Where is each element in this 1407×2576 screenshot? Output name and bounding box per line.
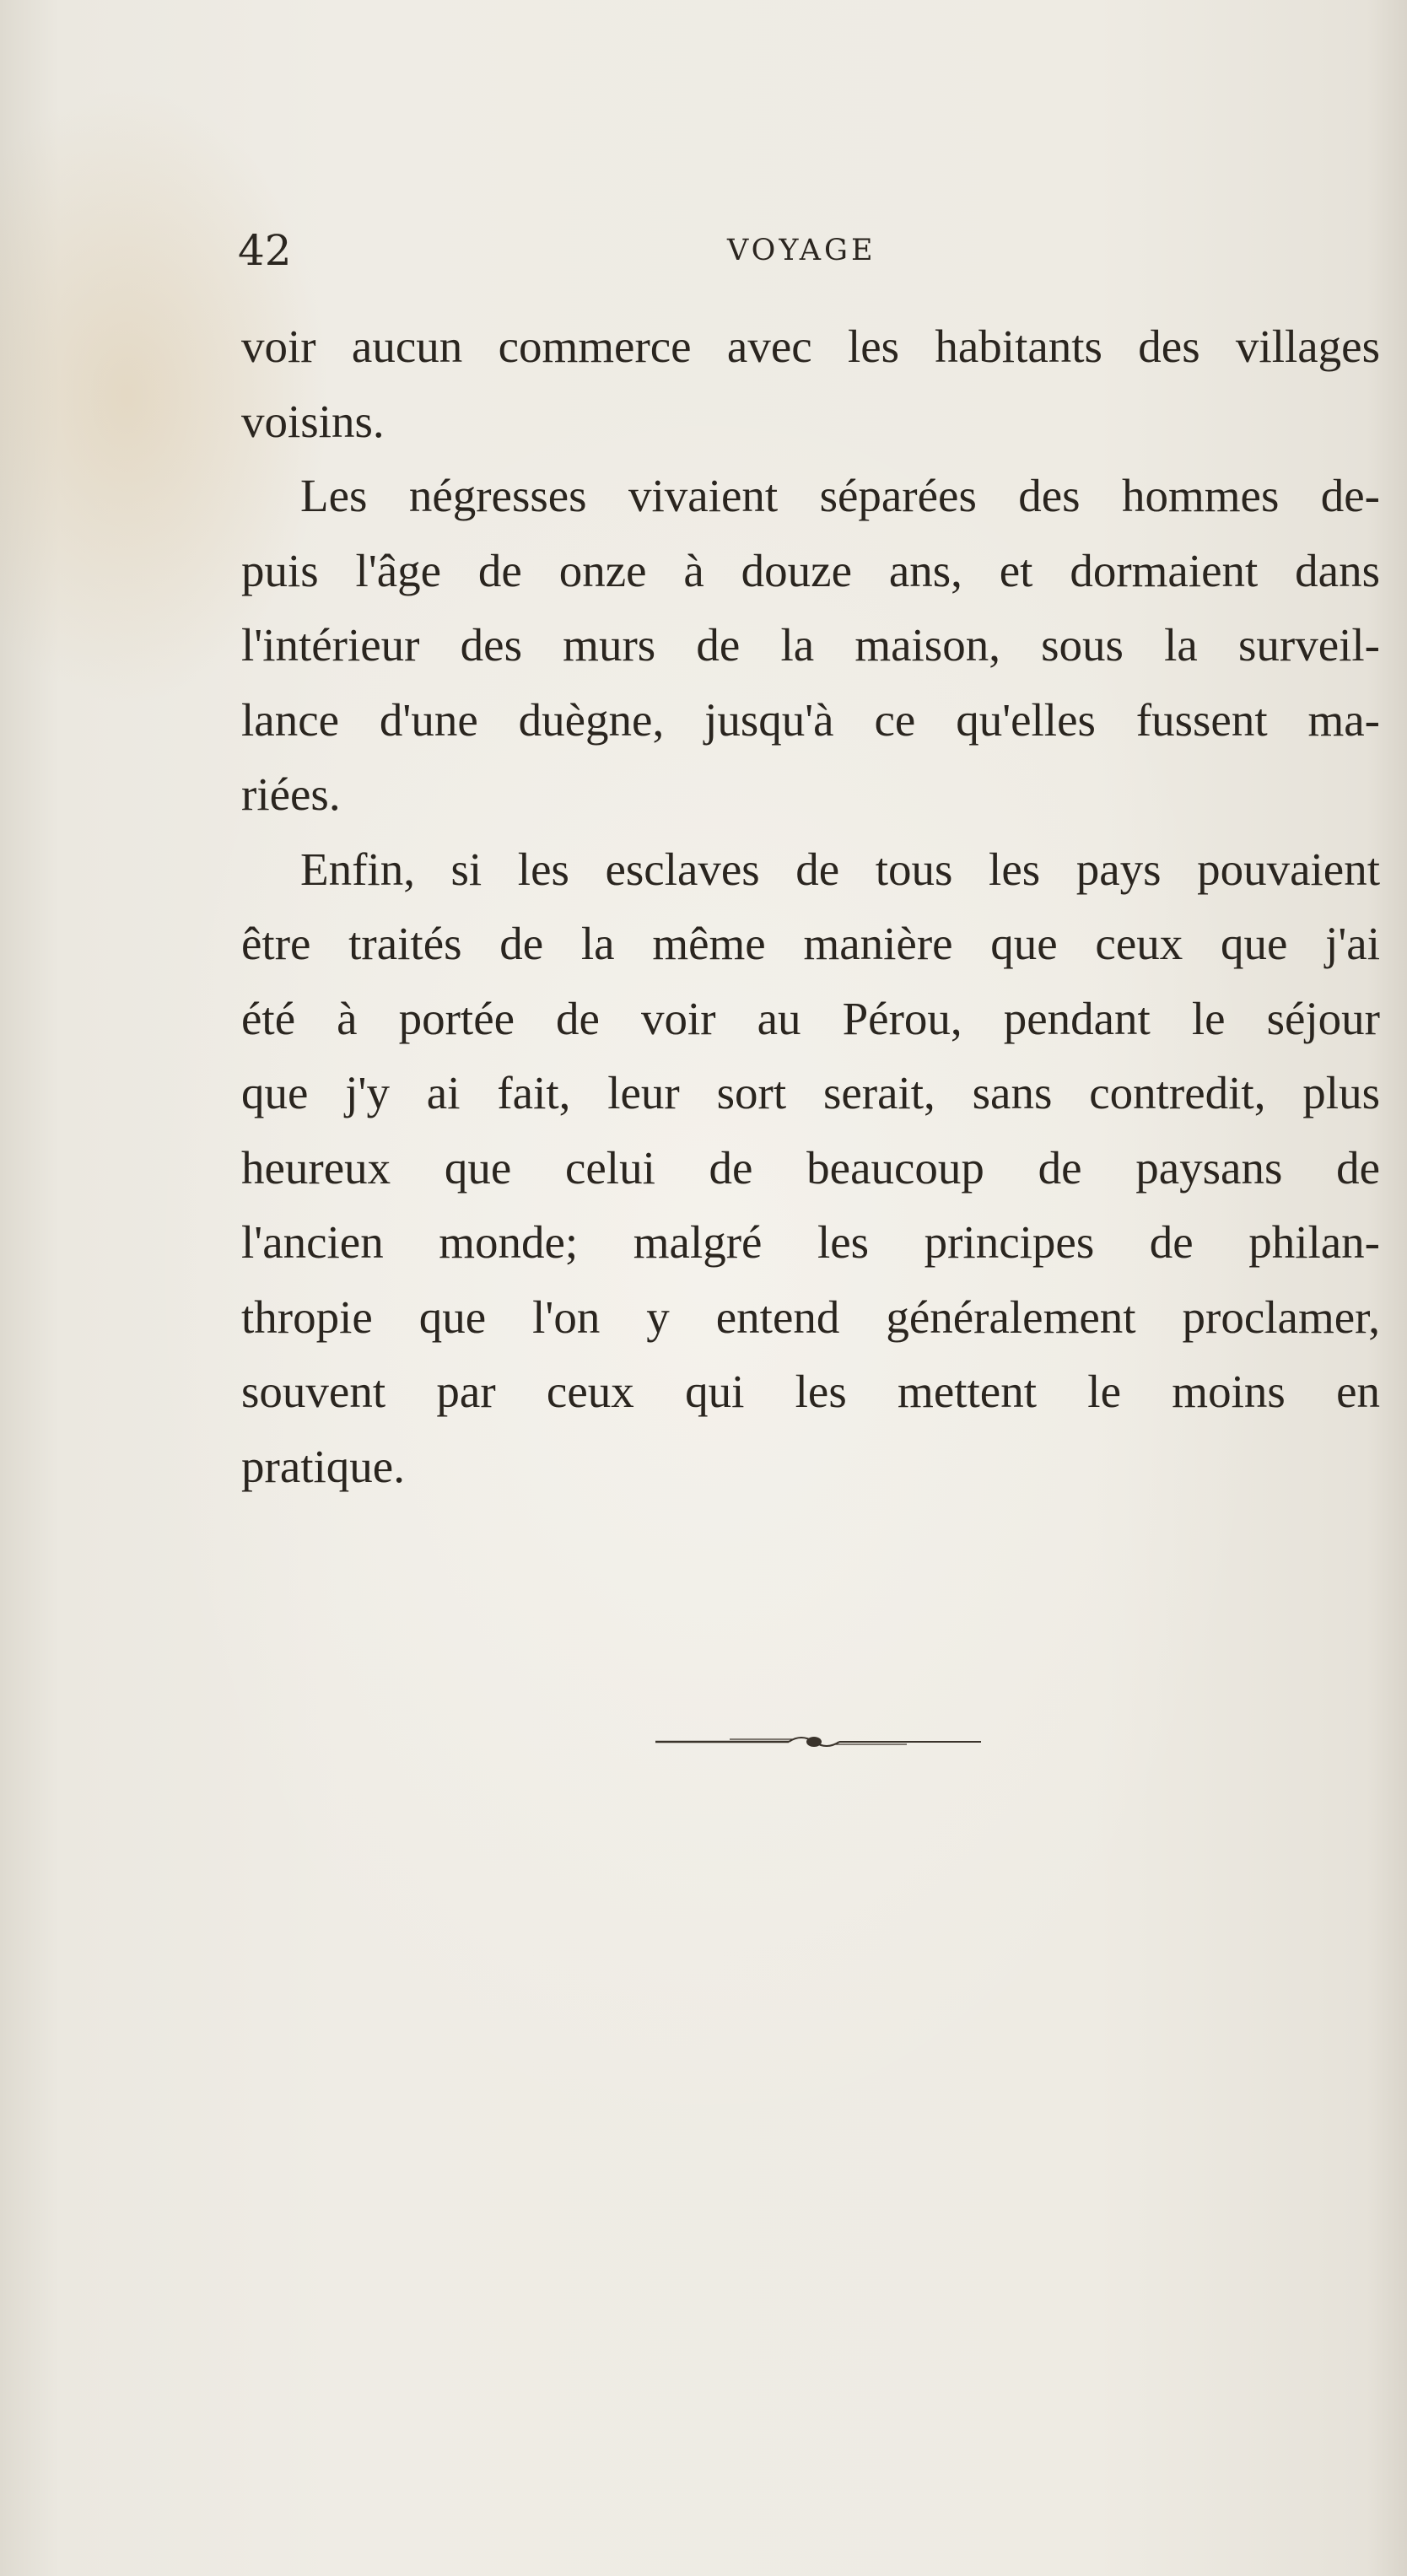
text-line: heureux que celui de beaucoup de paysans de	[241, 1141, 1380, 1194]
paragraph	[241, 833, 1380, 1505]
running-head: VOYAGE	[727, 234, 876, 267]
page-header	[238, 221, 1382, 280]
text-line: puis l'âge de onze à douze ans, et dormaient dans	[241, 544, 1380, 596]
text-line: être traités de la même manière que ceux que j'ai	[241, 918, 1380, 969]
page-number: 42	[238, 226, 292, 275]
paragraph	[241, 310, 1380, 459]
text-line: Enfin, si les esclaves de tous les pays pouvaient	[300, 843, 1380, 895]
body-text	[241, 310, 1380, 1504]
text-line: lance d'une duègne, jusqu'à ce qu'elles fussent ma-	[241, 693, 1380, 746]
text-line: voisins.	[241, 395, 385, 447]
text-line: riées.	[241, 768, 341, 820]
text-line: l'ancien monde; malgré les principes de philan-	[241, 1216, 1380, 1268]
text-line: Les négresses vivaient séparées des hommes de-	[300, 470, 1380, 521]
text-line: thropie que l'on y entend généralement proclamer,	[241, 1291, 1380, 1343]
tailpiece-rule-ornament	[654, 1729, 983, 1754]
text-line: que j'y ai fait, leur sort serait, sans contredit, plus	[241, 1067, 1380, 1118]
text-line: pratique.	[241, 1440, 405, 1492]
text-line: été à portée de voir au Pérou, pendant le séjour	[241, 992, 1380, 1044]
paragraph	[241, 459, 1380, 833]
text-line: voir aucun commerce avec les habitants des villages	[241, 321, 1380, 372]
text-line: souvent par ceux qui les mettent le moins en	[241, 1366, 1380, 1417]
ornament-center-bead	[806, 1737, 822, 1747]
text-line: l'intérieur des murs de la maison, sous la surveil-	[241, 619, 1380, 671]
